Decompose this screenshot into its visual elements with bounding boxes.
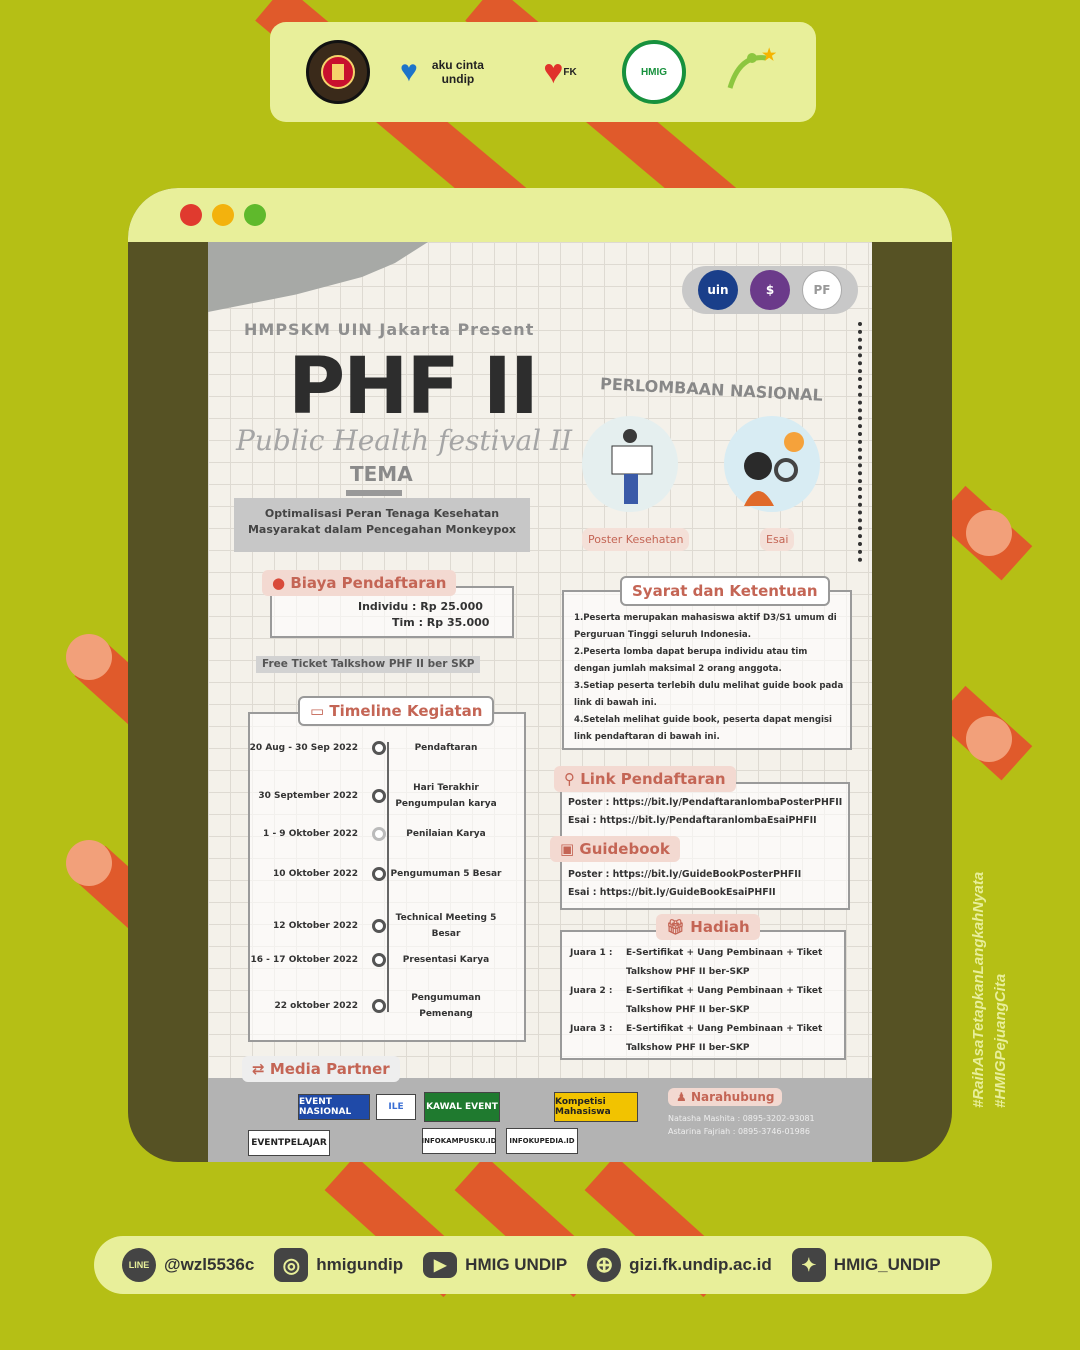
footer-label: HMIG UNDIP [465, 1255, 568, 1274]
hadiah-text: E-Sertifikat + Uang Pembinaan + Tiket Talkshow PHF II ber-SKP [626, 986, 823, 1015]
guidebook-poster[interactable]: Poster : https://bit.ly/GuideBookPosterPHFII [568, 869, 802, 880]
dotted-border [858, 322, 862, 562]
guidebook-esai[interactable]: Esai : https://bit.ly/GuideBookEsaiPHFII [568, 887, 776, 898]
timeline-date: 12 Oktober 2022 [273, 921, 358, 931]
location-pin-icon: ⚲ [564, 770, 575, 788]
record-dot-icon: ● [272, 574, 286, 592]
link-title [554, 766, 736, 792]
link-poster[interactable]: Poster : https://bit.ly/PendaftaranlombaPosterPHFII [568, 797, 843, 808]
runner-star-icon [716, 40, 780, 104]
line-icon: LINE [122, 1248, 156, 1282]
footer-label: hmigundip [316, 1255, 404, 1274]
timeline-date: 10 Oktober 2022 [273, 869, 358, 879]
aku-cinta-undip-icon: ♥ aku cinta undip [400, 40, 498, 104]
hadiah-title-text: Hadiah [690, 918, 750, 936]
media-partner-title [242, 1056, 400, 1082]
deco-circle [966, 510, 1012, 556]
instagram-icon: ◎ [274, 1248, 308, 1282]
gift-icon: 🎁︎ [666, 918, 686, 936]
poster-partner-logos [682, 266, 858, 314]
link-title-text: Link Pendaftaran [580, 770, 726, 788]
timeline-item [248, 952, 508, 968]
guidebook-title [550, 836, 680, 862]
contact-1: Natasha Mashita : 0895-3202-93081 [668, 1114, 815, 1123]
biaya-title-text: Biaya Pendaftaran [290, 574, 447, 592]
timeline-dot-icon [372, 999, 386, 1013]
link-esai[interactable]: Esai : https://bit.ly/PendaftaranlombaEsaiPHFII [568, 815, 817, 826]
window-titlebar [128, 188, 952, 242]
narahubung-title-text: Narahubung [690, 1090, 775, 1104]
university-seal-icon [306, 40, 370, 104]
event-poster [208, 242, 872, 1162]
biaya-tim: Tim : Rp 35.000 [392, 616, 490, 629]
youtube-icon: ▶ [423, 1252, 457, 1278]
hadiah-text: E-Sertifikat + Uang Pembinaan + Tiket Talkshow PHF II ber-SKP [626, 948, 823, 977]
theme-text: Optimalisasi Peran Tenaga Kesehatan Masyarakat dalam Pencegahan Monkeypox [234, 498, 530, 552]
syarat-item: 3.Setiap peserta terlebih dulu melihat guide book pada link di bawah ini. [574, 681, 844, 708]
timeline-item [248, 990, 508, 1022]
logo-label: HMIG [640, 66, 668, 78]
event-subtitle: Public Health festival II [236, 424, 573, 457]
logo-label: aku cinta undip [431, 58, 484, 86]
minimize-dot-icon[interactable] [212, 204, 234, 226]
category-poster-tag: Poster Kesehatan [582, 528, 689, 551]
footer-twitter[interactable] [792, 1248, 941, 1282]
syarat-item: 2.Peserta lomba dapat berupa individu atau tim dengan jumlah maksimal 2 orang anggota. [574, 647, 808, 674]
media-partner-logo: EVENTPELAJAR [248, 1130, 330, 1156]
hadiah-juara: Juara 2 : [570, 986, 613, 996]
timeline-item [248, 740, 508, 756]
footer-youtube[interactable] [423, 1252, 567, 1278]
browser-window [128, 188, 952, 1162]
timeline-date: 22 oktober 2022 [274, 1001, 358, 1011]
footer-label: HMIG_UNDIP [833, 1255, 941, 1274]
timeline-dot-icon [372, 867, 386, 881]
timeline-desc: Presentasi Karya [402, 955, 490, 965]
timeline-dot-icon [372, 919, 386, 933]
syarat-list [574, 610, 844, 746]
timeline-item [248, 780, 508, 812]
hadiah-title [656, 914, 760, 940]
timeline-dot-icon [372, 741, 386, 755]
logo-bar [270, 22, 816, 122]
timeline-date: 20 Aug - 30 Sep 2022 [249, 743, 358, 753]
timeline-item [248, 866, 508, 882]
timeline-desc: Hari Terakhir Pengumpulan karya [395, 783, 497, 809]
timeline-item [248, 910, 508, 942]
poster-person-illustration-icon [582, 416, 678, 512]
calendar-icon: ▭ [310, 702, 325, 720]
hadiah-juara: Juara 1 : [570, 948, 613, 958]
hmpskm-logo-icon: $ [750, 270, 790, 310]
syarat-title: Syarat dan Ketentuan [620, 576, 830, 606]
deco-circle [966, 716, 1012, 762]
guidebook-title-text: Guidebook [579, 840, 670, 858]
pf-logo-icon: PF [802, 270, 842, 310]
deco-circle [66, 634, 112, 680]
handshake-icon: ⇄ [252, 1060, 265, 1078]
timeline-dot-icon [372, 789, 386, 803]
syarat-item: 4.Setelah melihat guide book, peserta dapat mengisi link pendaftaran di bawah ini. [574, 715, 832, 742]
uin-logo-icon: uin [698, 270, 738, 310]
media-partner-title-text: Media Partner [269, 1060, 390, 1078]
hadiah-item [570, 982, 838, 1020]
person-icon: ♟ [676, 1090, 687, 1104]
hadiah-juara: Juara 3 : [570, 1024, 613, 1034]
close-dot-icon[interactable] [180, 204, 202, 226]
hadiah-list [570, 944, 838, 1058]
free-ticket-text: Free Ticket Talkshow PHF II ber SKP [256, 656, 480, 673]
timeline-desc: Pengumuman Pemenang [411, 993, 481, 1019]
timeline-desc: Technical Meeting 5 Besar [395, 913, 497, 939]
media-partner-logo: KAWAL EVENT [424, 1092, 500, 1122]
tema-underline [346, 490, 402, 496]
aku-cinta-fk-icon: ♥ FK [543, 52, 577, 91]
deco-circle [66, 840, 112, 886]
svg-text:★: ★ [762, 47, 776, 64]
book-icon: ▣ [560, 840, 575, 858]
hadiah-item [570, 1020, 838, 1058]
footer-website[interactable] [587, 1248, 772, 1282]
logo-label: FK [563, 66, 577, 78]
globe-icon: ⊕ [587, 1248, 621, 1282]
hashtag-1: #HMIGPejuangCita [992, 973, 1009, 1108]
biaya-title [262, 570, 456, 596]
footer-label: @wzl5536c [164, 1255, 255, 1274]
timeline-desc: Pendaftaran [414, 743, 478, 753]
essay-magnifier-illustration-icon [724, 416, 820, 512]
tema-label: TEMA [350, 462, 413, 486]
category-esai-tag: Esai [760, 528, 794, 551]
footer-label: gizi.fk.undip.ac.id [629, 1255, 772, 1274]
timeline-date: 1 - 9 Oktober 2022 [263, 829, 358, 839]
narahubung-box [668, 1088, 864, 1158]
torn-paper-decoration [208, 242, 428, 312]
narahubung-title [668, 1088, 782, 1106]
timeline-title [298, 696, 494, 726]
event-title: PHF II [288, 342, 537, 432]
twitter-icon: ✦ [792, 1248, 826, 1282]
media-partner-logo: INFOKUPEDIA.ID [506, 1128, 578, 1154]
biaya-individu: Individu : Rp 25.000 [358, 600, 483, 613]
timeline-date: 30 September 2022 [258, 791, 358, 801]
hadiah-item [570, 944, 838, 982]
competition-title: PERLOMBAAN NASIONAL [599, 374, 824, 405]
timeline-item [248, 826, 508, 842]
syarat-item: 1.Peserta merupakan mahasiswa aktif D3/S1 umum di Perguruan Tinggi seluruh Indonesia. [574, 613, 837, 640]
social-footer [94, 1236, 992, 1294]
presenter-text: HMPSKM UIN Jakarta Present [244, 320, 535, 339]
maximize-dot-icon[interactable] [244, 204, 266, 226]
media-partner-logo: INFOKAMPUSKU.ID [422, 1128, 496, 1154]
media-partner-logo: Kompetisi Mahasiswa [554, 1092, 638, 1122]
hmig-icon [622, 40, 686, 104]
hadiah-text: E-Sertifikat + Uang Pembinaan + Tiket Talkshow PHF II ber-SKP [626, 1024, 823, 1053]
timeline-date: 16 - 17 Oktober 2022 [250, 955, 358, 965]
timeline-desc: Penilaian Karya [406, 829, 486, 839]
timeline-dot-icon [372, 827, 386, 841]
hashtag-vertical [968, 808, 1028, 1108]
footer-line[interactable] [122, 1248, 254, 1282]
contact-2: Astarina Fajriah : 0895-3746-01986 [668, 1127, 810, 1136]
media-partner-logo: EVENT NASIONAL [298, 1094, 370, 1120]
timeline-dot-icon [372, 953, 386, 967]
hashtag-2: #RaihAsaTetapkanLangkahNyata [970, 871, 987, 1108]
media-partner-logo: ILE [376, 1094, 416, 1120]
timeline-title-text: Timeline Kegiatan [329, 702, 483, 720]
footer-instagram[interactable] [274, 1248, 403, 1282]
timeline-desc: Pengumuman 5 Besar [390, 869, 502, 879]
